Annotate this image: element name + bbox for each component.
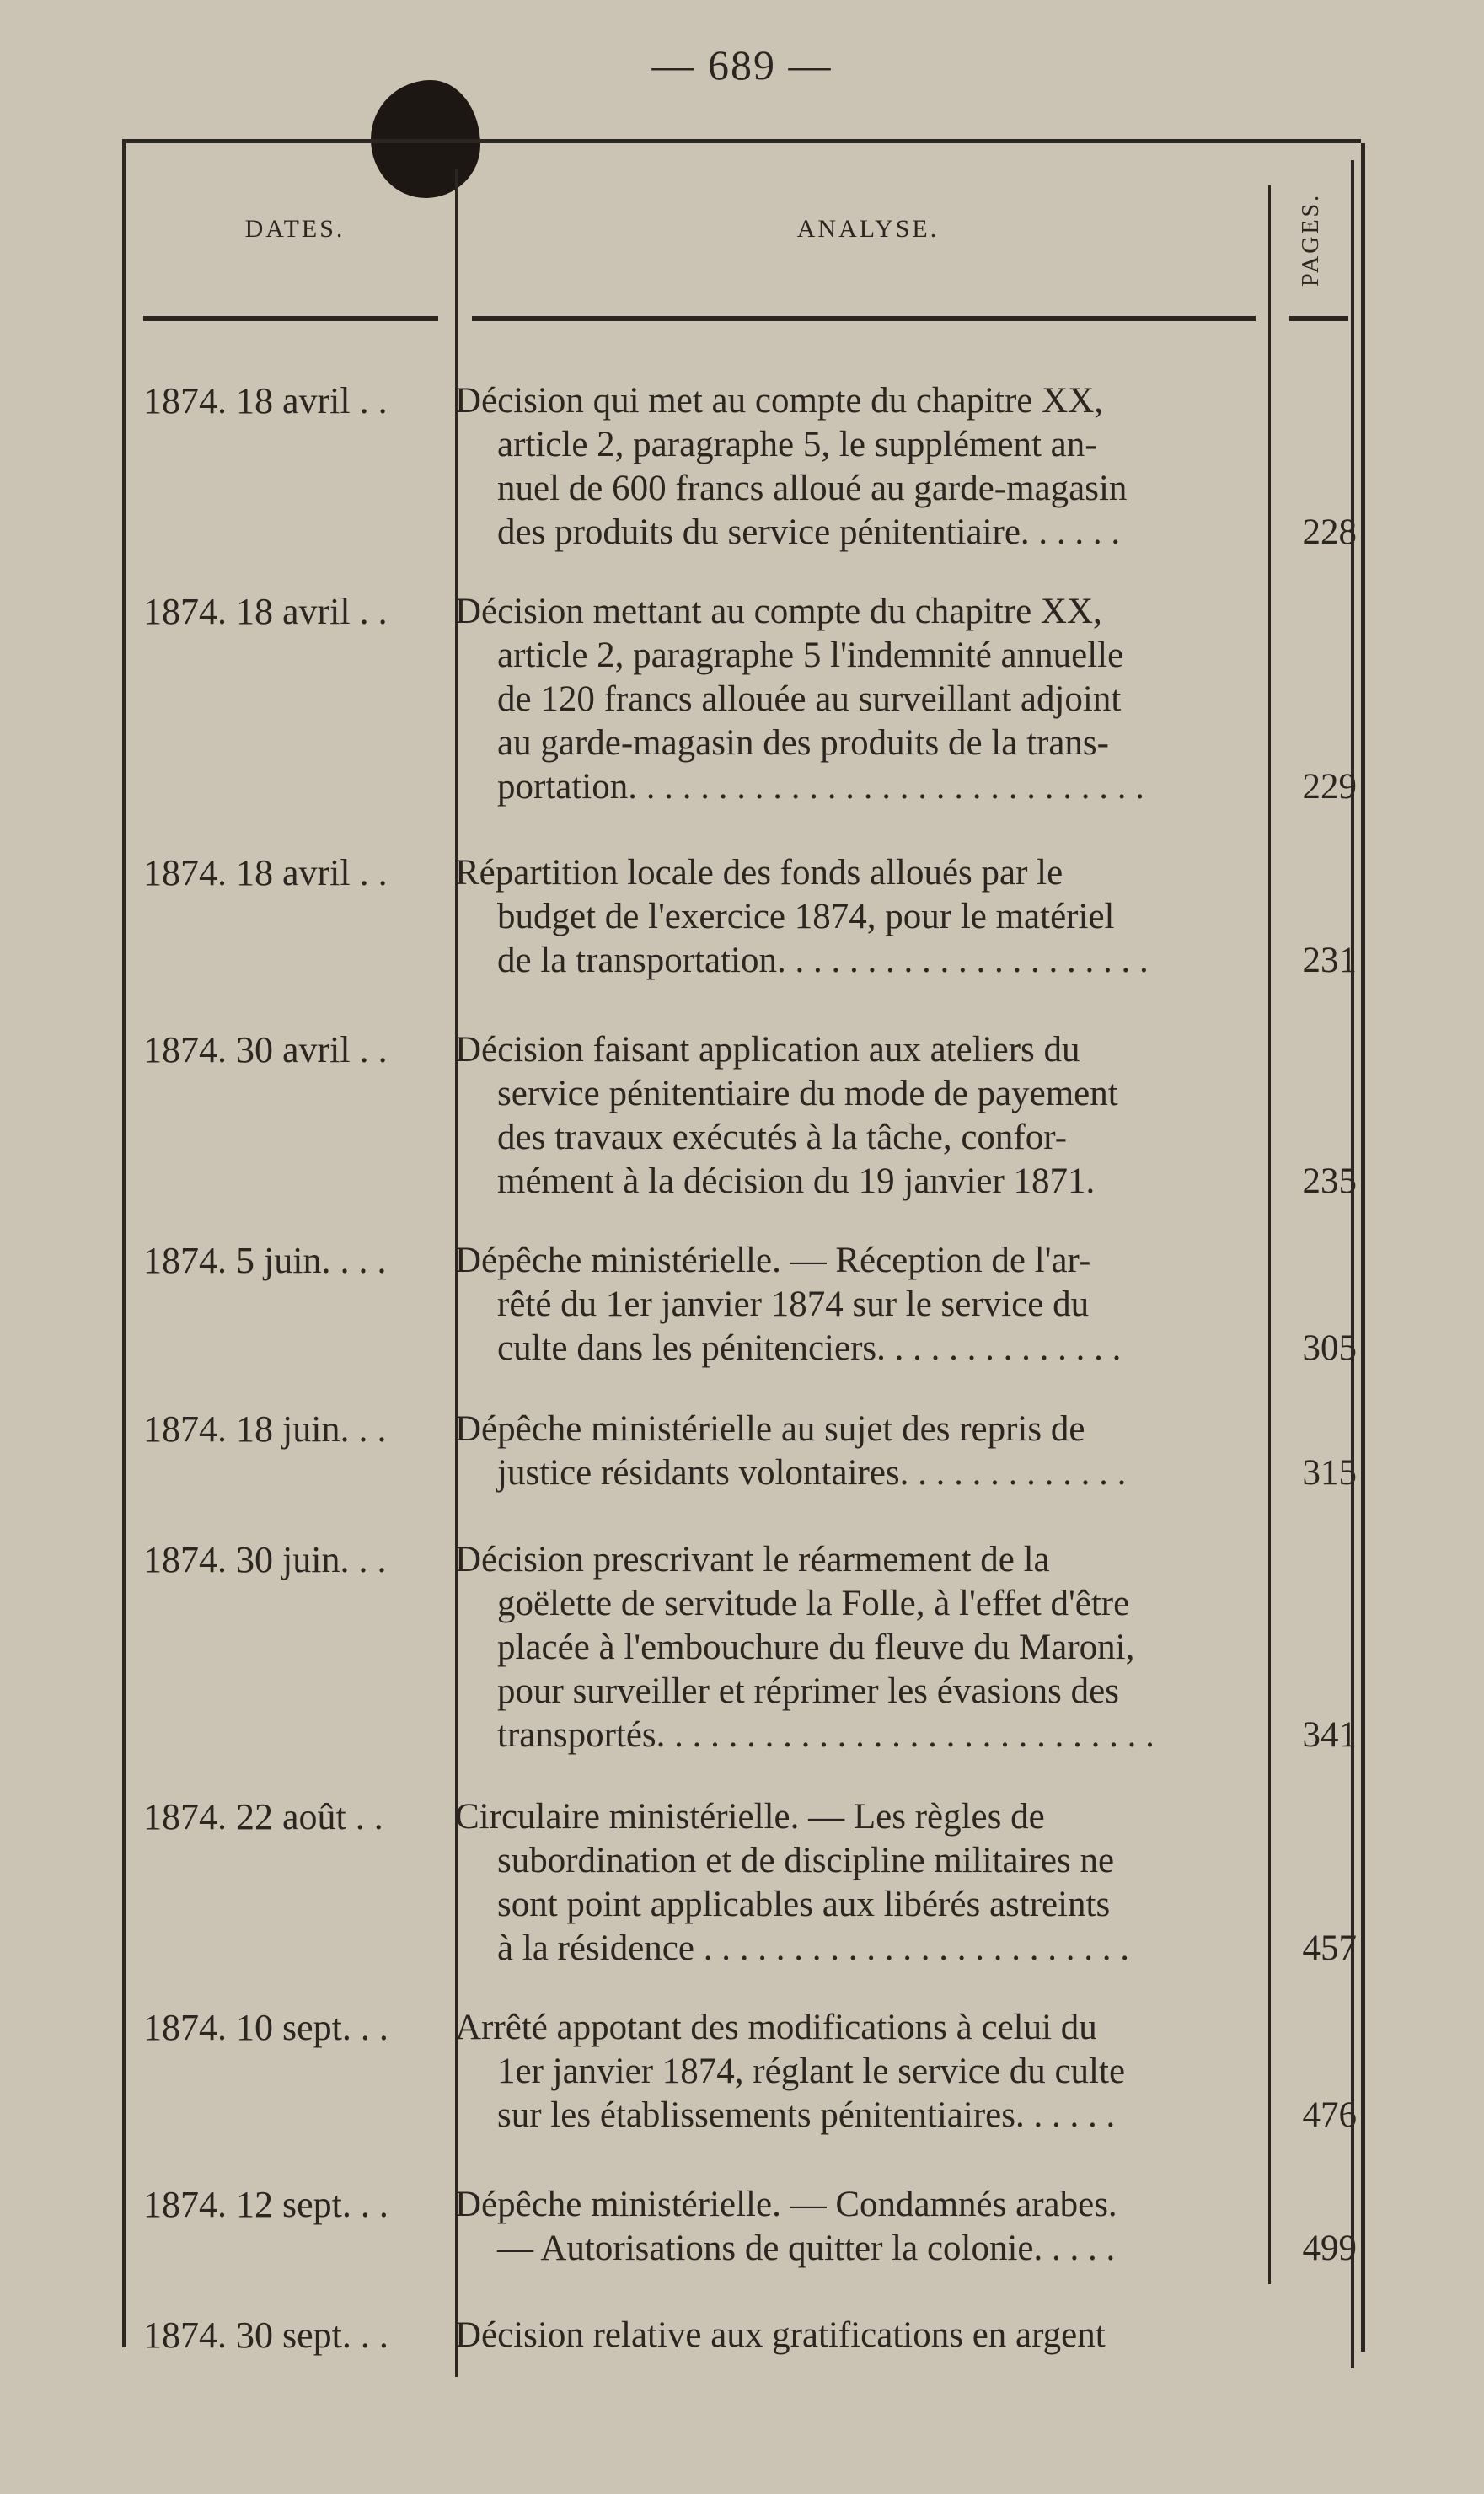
- analysis-line: article 2, paragraphe 5, le supplément an-: [497, 425, 1097, 464]
- entry-date: 1874. 5 juin. . . .: [143, 1240, 387, 1281]
- entry-date: 1874. 18 juin. . .: [143, 1408, 387, 1450]
- analysis-line: Dépêche ministérielle. — Condamnés arabes.: [455, 2185, 1117, 2224]
- analysis-line: justice résidants volontaires. . . . . . . . . . . . .: [497, 1453, 1127, 1493]
- entry-date: 1874. 18 avril . .: [143, 380, 388, 421]
- analysis-line: nuel de 600 francs alloué au garde-magasin: [497, 469, 1128, 508]
- analysis-line: Circulaire ministérielle. — Les règles de: [455, 1797, 1045, 1837]
- entry-date: 1874. 30 sept. . .: [143, 2314, 388, 2356]
- header-pages: PAGES.: [1298, 192, 1324, 287]
- entry-analysis: [455, 2183, 1298, 2271]
- entry-page-ref: 499: [1302, 2229, 1357, 2268]
- analysis-line: Dépêche ministérielle. — Réception de l'ar-: [455, 1241, 1091, 1280]
- entry-page-ref: 315: [1302, 1453, 1357, 1493]
- entry-analysis: [455, 2314, 1298, 2357]
- entry-page-ref: 305: [1302, 1328, 1357, 1368]
- header-analyse: ANALYSE.: [796, 215, 940, 243]
- entry-date: 1874. 30 avril . .: [143, 1029, 388, 1070]
- entry-analysis: [455, 1795, 1298, 1971]
- entry-analysis: [455, 2006, 1298, 2137]
- entry-page-ref: 231: [1302, 941, 1357, 980]
- header-dates: DATES.: [244, 215, 346, 243]
- left-outer-rule: [122, 143, 126, 2347]
- analysis-line: Décision relative aux gratifications en argent: [455, 2315, 1106, 2355]
- header-rule-analyse: [472, 316, 1256, 321]
- analysis-line: budget de l'exercice 1874, pour le matériel: [497, 897, 1115, 936]
- analysis-line: de 120 francs allouée au surveillant adjoint: [497, 679, 1122, 719]
- entry-analysis: [455, 1538, 1298, 1757]
- analysis-line: portation. . . . . . . . . . . . . . . . . . . . . . . . . . . . .: [497, 767, 1144, 807]
- analysis-line: mément à la décision du 19 janvier 1871.: [497, 1161, 1096, 1201]
- entry-analysis: [455, 851, 1298, 983]
- analysis-line: Arrêté appotant des modifications à celui du: [455, 2008, 1097, 2047]
- entry-analysis: [455, 1239, 1298, 1370]
- analysis-line: transportés. . . . . . . . . . . . . . . . . . . . . . . . . . . .: [497, 1715, 1155, 1755]
- entry-page-ref: 228: [1302, 512, 1357, 552]
- analysis-line: article 2, paragraphe 5 l'indemnité annuelle: [497, 636, 1124, 675]
- entry-analysis: [455, 379, 1298, 555]
- analysis-line: Décision faisant application aux ateliers du: [455, 1030, 1080, 1070]
- entry-analysis: [455, 1408, 1298, 1495]
- analysis-line: au garde-magasin des produits de la trans-: [497, 723, 1109, 763]
- analysis-line: sont point applicables aux libérés astreints: [497, 1885, 1111, 1924]
- analysis-line: — Autorisations de quitter la colonie. . . . .: [497, 2229, 1116, 2268]
- entry-date: 1874. 30 juin. . .: [143, 1539, 387, 1580]
- analysis-line: Répartition locale des fonds alloués par le: [455, 853, 1063, 893]
- entry-page-ref: 229: [1302, 767, 1357, 807]
- entry-page-ref: 235: [1302, 1161, 1357, 1201]
- entry-page-ref: 476: [1302, 2095, 1357, 2135]
- entry-date: 1874. 18 avril . .: [143, 591, 388, 632]
- right-inner-rule: [1351, 160, 1354, 2368]
- header-rule-dates: [143, 316, 438, 321]
- entry-page-ref: 457: [1302, 1928, 1357, 1968]
- analysis-line: des produits du service pénitentiaire. . . . . .: [497, 512, 1121, 552]
- entry-date: 1874. 18 avril . .: [143, 852, 388, 893]
- analysis-line: Dépêche ministérielle au sujet des repris de: [455, 1409, 1085, 1449]
- entry-analysis: [455, 590, 1298, 809]
- analysis-line: subordination et de discipline militaires ne: [497, 1841, 1115, 1880]
- right-outer-rule: [1361, 143, 1365, 2352]
- analysis-line: 1er janvier 1874, réglant le service du culte: [497, 2052, 1126, 2091]
- entry-page-ref: 341: [1302, 1715, 1357, 1755]
- analysis-line: pour surveiller et réprimer les évasions des: [497, 1671, 1119, 1711]
- analysis-line: des travaux exécutés à la tâche, confor-: [497, 1118, 1068, 1157]
- entry-date: 1874. 22 août . .: [143, 1796, 383, 1837]
- entry-date: 1874. 10 sept. . .: [143, 2007, 388, 2048]
- analysis-line: sur les établissements pénitentiaires. . . . . .: [497, 2095, 1116, 2135]
- analysis-line: Décision mettant au compte du chapitre XX,: [455, 592, 1102, 631]
- analysis-line: service pénitentiaire du mode de payement: [497, 1074, 1118, 1113]
- analysis-line: rêté du 1er janvier 1874 sur le service du: [497, 1285, 1090, 1324]
- analysis-line: placée à l'embouchure du fleuve du Maroni,: [497, 1628, 1135, 1667]
- analysis-line: goëlette de servitude la Folle, à l'effet d'être: [497, 1584, 1130, 1623]
- analysis-line: à la résidence . . . . . . . . . . . . . . . . . . . . . . . .: [497, 1928, 1129, 1968]
- analysis-line: de la transportation. . . . . . . . . . . . . . . . . . . . .: [497, 941, 1149, 980]
- entry-analysis: [455, 1028, 1298, 1204]
- entry-date: 1874. 12 sept. . .: [143, 2184, 388, 2225]
- analysis-line: Décision qui met au compte du chapitre XX,: [455, 381, 1104, 421]
- page-number: — 689 —: [651, 41, 833, 88]
- header-rule-pages: [1289, 316, 1348, 321]
- analysis-line: culte dans les pénitenciers. . . . . . . . . . . . . .: [497, 1328, 1122, 1368]
- analysis-line: Décision prescrivant le réarmement de la: [455, 1540, 1050, 1580]
